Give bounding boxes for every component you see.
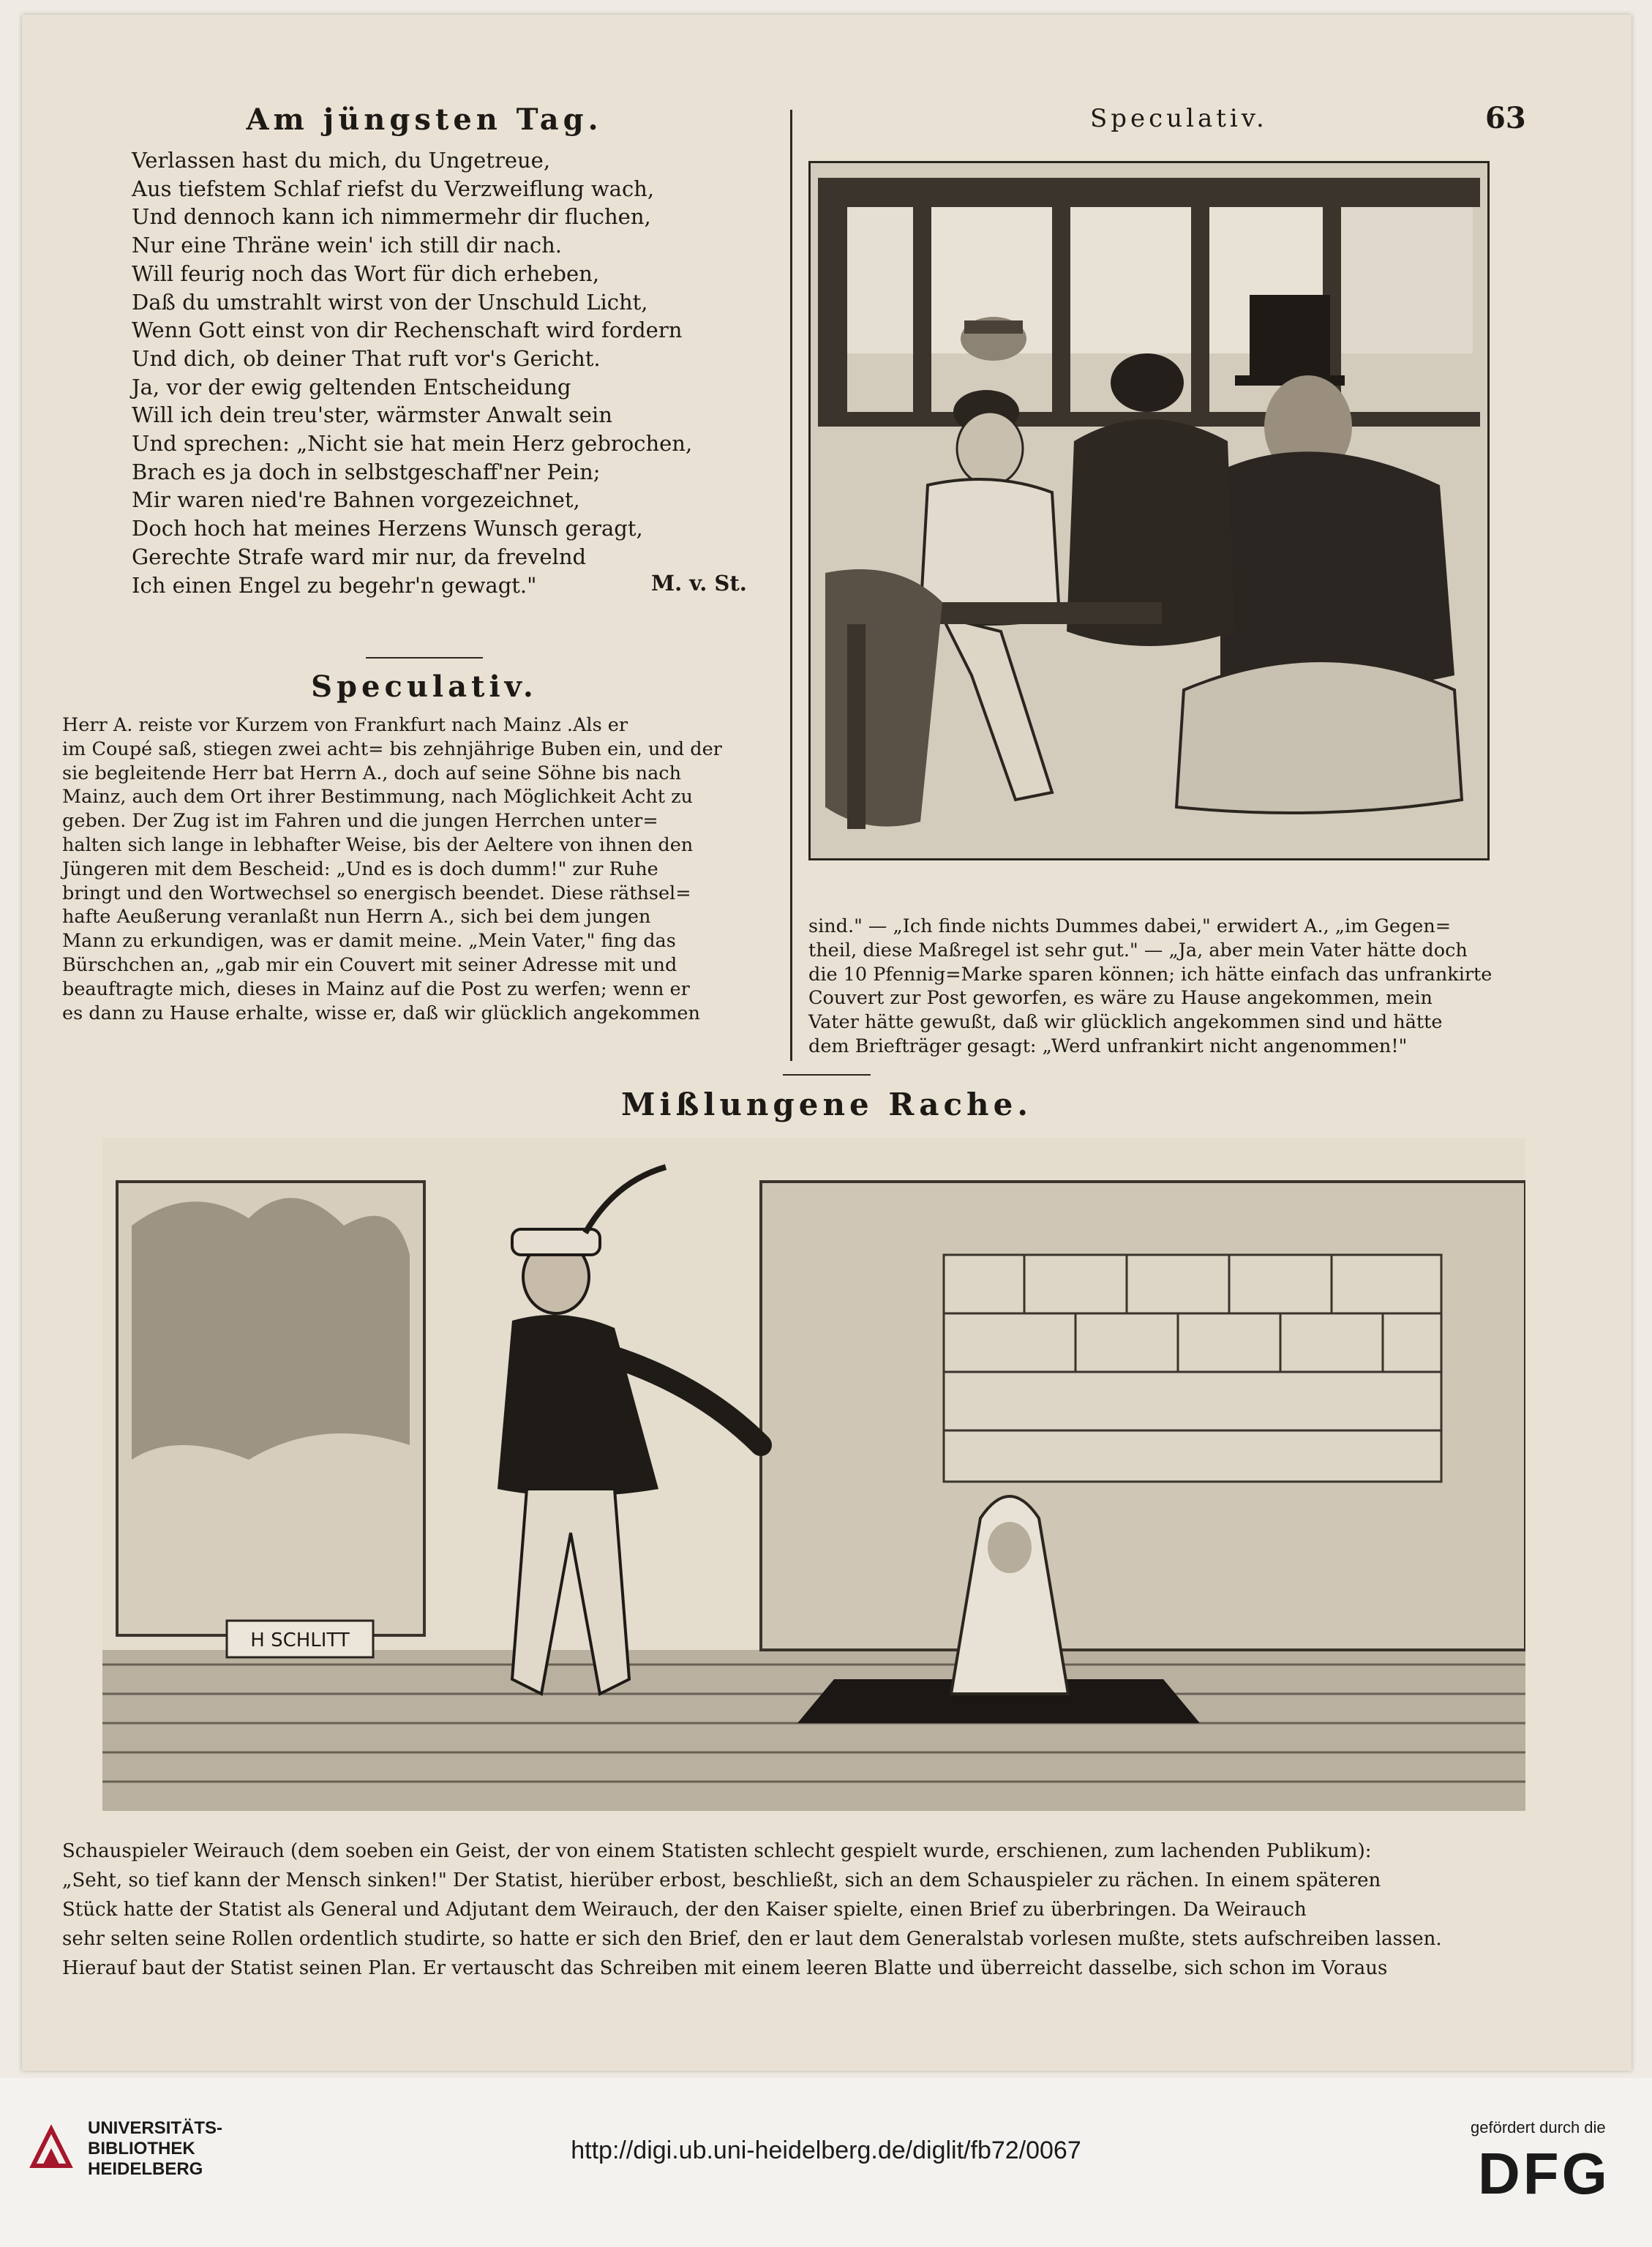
poem-line: Und dennoch kann ich nimmermehr dir fluchen, [132, 204, 651, 230]
prose-line: sind." — „Ich finde nichts Dummes dabei," erwidert A., „im Gegen= [808, 915, 1452, 937]
prose-line: im Coupé saß, stiegen zwei acht= bis zehnjährige Buben ein, und der [62, 738, 722, 760]
page-number: 63 [1485, 101, 1526, 135]
prose-line: Hierauf baut der Statist seinen Plan. Er vertauscht das Schreiben mit einem leeren Blatte und überreicht dasselbe, sich schon im Voraus [62, 1957, 1388, 1979]
poem-line: Doch hoch hat meines Herzens Wunsch geragt, [132, 516, 643, 541]
prose-line: beauftragte mich, dieses in Mainz auf die Post zu werfen; wenn er [62, 978, 690, 1000]
prose-line: Couvert zur Post geworfen, es wäre zu Hause angekommen, mein [808, 987, 1433, 1010]
library-name-line: BIBLIOTHEK [88, 2139, 195, 2158]
speculativ-title: Speculativ. [311, 669, 538, 704]
running-title: Speculativ. [1090, 104, 1268, 133]
poem-line: Will ich dein treu'ster, wärmster Anwalt sein [132, 402, 612, 428]
prose-line: bringt und den Wortwechsel so energisch beendet. Diese räthsel= [62, 882, 691, 904]
poem-line: Gerechte Strafe ward mir nur, da frevelnd [132, 544, 587, 569]
poem-line: Verlassen hast du mich, du Ungetreue, [132, 148, 551, 173]
prose-line: Jüngeren mit dem Bescheid: „Und es is doch dumm!" zur Ruhe [62, 858, 658, 880]
poem-line: Brach es ja doch in selbstgeschaff'ner Pein; [132, 459, 601, 484]
poem-line: Aus tiefstem Schlaf riefst du Verzweiflung wach, [132, 176, 655, 201]
column-divider [790, 110, 792, 1061]
prose-line: die 10 Pfennig=Marke sparen können; ich hätte einfach das unfrankirte [808, 963, 1493, 986]
sponsor-text: gefördert durch die [1471, 2118, 1606, 2137]
poem-line: Und sprechen: „Nicht sie hat mein Herz gebrochen, [132, 431, 693, 457]
prose-line: Stück hatte der Statist als General und Adjutant dem Weirauch, der den Kaiser spielte, einen Brief zu überbringen. Da Weirauch [62, 1899, 1307, 1921]
poem-body [132, 146, 776, 599]
prose-line: geben. Der Zug ist im Fahren und die jungen Herrchen unter= [62, 810, 658, 833]
prose-line: Mann zu erkundigen, was er damit meine. „Mein Vater," fing das [62, 930, 676, 953]
digitization-footer [0, 2078, 1652, 2247]
prose-line: sie begleitende Herr bat Herrn A., doch auf seine Söhne bis nach [62, 762, 681, 784]
poem-line: Daß du umstrahlt wirst von der Unschuld Licht, [132, 289, 648, 315]
poem-line: Nur eine Thräne wein' ich still dir nach. [132, 233, 563, 258]
poem-line: Und dich, ob deiner That ruft vor's Gericht. [132, 345, 601, 371]
library-name-line: UNIVERSITÄTS- [88, 2118, 223, 2138]
rache-body [62, 1837, 1591, 1983]
prose-line: Bürschchen an, „gab mir ein Couvert mit seiner Adresse mit und [62, 953, 677, 976]
artist-signature: H SCHLITT [250, 1629, 350, 1651]
speculativ-body-right [808, 915, 1540, 1059]
dfg-logo: DFG [1478, 2141, 1610, 2206]
poem-signature: M. v. St. [651, 571, 747, 596]
poem-title: Am jüngsten Tag. [246, 102, 603, 137]
library-name-line: HEIDELBERG [88, 2159, 203, 2179]
poem-line: Mir waren nied're Bahnen vorgezeichnet, [132, 487, 580, 513]
prose-line: es dann zu Hause erhalte, wisse er, daß wir glücklich angekommen [62, 1002, 700, 1024]
section-divider [366, 657, 483, 659]
scanned-page [22, 15, 1632, 2071]
poem-line: Ja, vor der ewig geltenden Entscheidung [132, 374, 571, 399]
theatre-ghost-illustration [102, 1138, 1525, 1811]
source-url[interactable]: http://digi.ub.uni-heidelberg.de/diglit/fb72/0067 [571, 2137, 1081, 2164]
poem-line: Wenn Gott einst von dir Rechenschaft wird fordern [132, 318, 683, 343]
speculativ-body-left [62, 713, 786, 1025]
poem-line: Ich einen Engel zu begehr'n gewagt." [132, 572, 537, 598]
section-divider [783, 1074, 871, 1076]
poem-line: Will feurig noch das Wort für dich erheben, [132, 260, 600, 286]
prose-line: sehr selten seine Rollen ordentlich studirte, so hatte er sich den Brief, den er laut dem Generalstab vorlesen mußte, stets aufschreiben lassen. [62, 1928, 1442, 1950]
prose-line: theil, diese Maßregel ist sehr gut." — „Ja, aber mein Vater hätte doch [808, 939, 1468, 961]
prose-line: hafte Aeußerung veranlaßt nun Herrn A., sich bei dem jungen [62, 906, 651, 929]
prose-line: halten sich lange in lebhafter Weise, bis der Aeltere von ihnen den [62, 833, 694, 856]
prose-line: Herr A. reiste vor Kurzem von Frankfurt nach Mainz .Als er [62, 714, 628, 736]
prose-line: Vater hätte gewußt, daß wir glücklich angekommen sind und hätte [808, 1011, 1443, 1034]
train-compartment-illustration [808, 161, 1490, 860]
prose-line: Schauspieler Weirauch (dem soeben ein Geist, der von einem Statisten schlecht gespielt wurde, erschienen, zum lachenden Publikum): [62, 1840, 1372, 1862]
prose-line: dem Briefträger gesagt: „Werd unfrankirt nicht angenommen!" [808, 1035, 1408, 1057]
rache-title: Mißlungene Rache. [621, 1087, 1032, 1122]
prose-line: „Seht, so tief kann der Mensch sinken!" Der Statist, hierüber erbost, beschließt, sich an dem Schauspieler zu rächen. In einem späteren [62, 1869, 1381, 1891]
prose-line: Mainz, auch dem Ort ihrer Bestimmung, nach Möglichkeit Acht zu [62, 786, 693, 809]
